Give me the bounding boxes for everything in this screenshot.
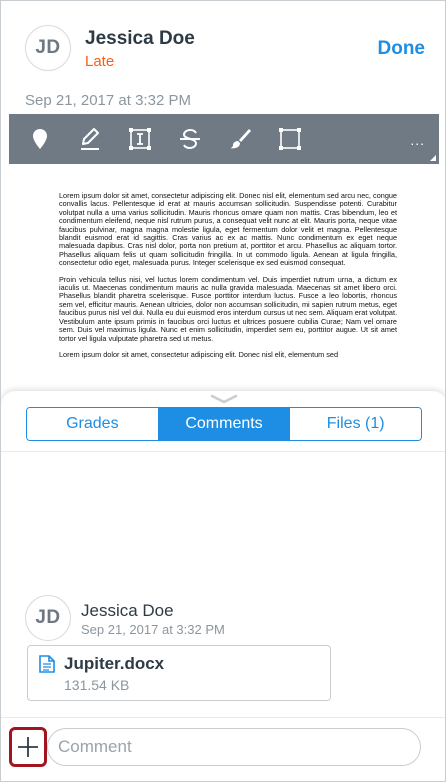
- annotation-toolbar: [9, 114, 439, 164]
- brush-icon[interactable]: [226, 123, 254, 155]
- tab-files[interactable]: Files (1): [290, 408, 421, 440]
- highlighter-icon[interactable]: [76, 123, 104, 155]
- done-button[interactable]: Done: [377, 38, 425, 59]
- strikethrough-icon[interactable]: [176, 123, 204, 155]
- tab-comments[interactable]: Comments: [159, 408, 291, 440]
- attachment-name: Jupiter.docx: [64, 654, 165, 673]
- student-header: [1, 1, 446, 85]
- tab-grades[interactable]: Grades: [27, 408, 159, 440]
- drawer-tabs: [26, 407, 422, 441]
- student-name: Jessica Doe: [85, 28, 195, 49]
- rectangle-icon[interactable]: [276, 123, 304, 155]
- divider: [1, 451, 446, 452]
- comment-input[interactable]: [47, 728, 421, 766]
- chevron-down-icon[interactable]: [210, 394, 238, 404]
- plus-icon: [16, 735, 40, 759]
- add-attachment-button[interactable]: [9, 727, 47, 767]
- pin-icon[interactable]: [26, 123, 54, 155]
- attachment-size: 131.54 KB: [64, 677, 130, 693]
- document-paragraph: Proin vehicula tellus nisi, vel luctus lorem condimentum vel. Duis imperdiet rutrum urna, a dictum ex iaculis ut. Maecenas condimentum mauris ac nulla gravida malesuada. Maecenas sit amet libero orci. Phasellus blandit pharetra scelerisque. Fusce porttitor interdum luctus. Fusce a leo lobortis, rhoncus sem vel, efficitur mauris. Aenean ultricies, dolor non accumsan sollicitudin, mi sapien rutrum metus, eget faucibus purus nisl vel dui. Nulla eu dui euismod eros interdum cursus ut nec sem. Aliquam erat volutpat. Vestibulum ante ipsum primis in faucibus orci luctus et ultrices posuere cubilia Curae; Nam vel ornare sem. Duis vel maximus ligula. Nunc et enim sollicitudin, imperdiet sem eu, porttitor augue. Ut sit amet tortor vel ligula vulputate pharetra sed ut metus.: [59, 274, 397, 343]
- submission-date: Sep 21, 2017 at 3:32 PM: [25, 92, 191, 109]
- more-indicator-icon: [430, 155, 436, 161]
- attachment-card[interactable]: [27, 645, 331, 701]
- document-paragraph: Lorem ipsum dolor sit amet, consectetur adipiscing elit. Donec nisl elit, elementum sed arcu nec, congue convallis lacus. Pellentesque id erat at mauris accumsan sollicitudin. Suspendisse potenti. Curabitur volutpat nulla a urna varius sollicitudin. Mauris rhoncus ornare quam non mattis. Cras bibendum, leo et condimentum eleifend, neque nisl rutrum purus, a consequat velit nunc at elit. Mauris porta, neque vitae faucibus pulvinar, magna magna molestie ligula, eget fermentum dolor velit et magna. Pellentesque blandit euismod erat id sagittis. Cras varius ac ex ac mattis. Nunc condimentum ex eget neque malesuada dapibus. Cras nisl dolor, porta non pretium at, porttitor et arcu. Phasellus ac aliquam tortor. Phasellus aliquam felis ut quam sollicitudin fringilla. In ut commodo ligula. Aenean at ligula fringilla, consectetur odio eget, malesuada purus. Integer scelerisque ex sed euismod consequat.: [59, 191, 397, 268]
- document-text: [59, 192, 397, 367]
- comment-author: Jessica Doe: [81, 601, 174, 620]
- document-preview[interactable]: [9, 164, 439, 394]
- grading-drawer: [1, 391, 446, 782]
- document-paragraph: Lorem ipsum dolor sit amet, consectetur adipiscing elit. Donec nisl elit, elementum sed: [59, 349, 339, 359]
- text-box-icon[interactable]: [126, 123, 154, 155]
- late-status-label: Late: [85, 53, 115, 70]
- student-avatar[interactable]: JD: [25, 25, 71, 71]
- document-icon: [39, 655, 55, 673]
- comment-date: Sep 21, 2017 at 3:32 PM: [81, 622, 225, 637]
- more-tools-button[interactable]: ...: [410, 132, 425, 148]
- divider: [1, 717, 446, 718]
- avatar: JD: [25, 595, 71, 641]
